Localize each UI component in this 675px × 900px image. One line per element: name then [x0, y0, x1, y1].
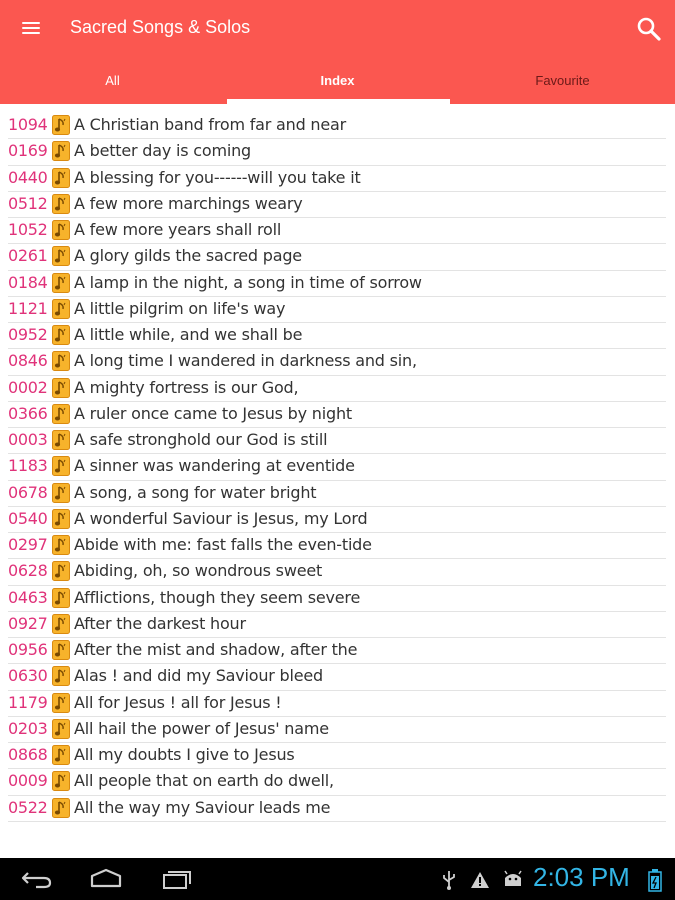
- app-title: Sacred Songs & Solos: [70, 17, 251, 37]
- list-item[interactable]: [8, 244, 666, 270]
- song-title: All hail the power of Jesus' name: [74, 718, 329, 738]
- music-note-icon: [52, 614, 70, 634]
- music-note-icon: [52, 483, 70, 503]
- song-title: A Christian band from far and near: [74, 115, 346, 134]
- list-item[interactable]: [8, 796, 666, 822]
- song-title: A blessing for you------will you take it: [74, 167, 361, 187]
- song-number: 1183: [8, 456, 48, 476]
- list-item[interactable]: [8, 323, 666, 349]
- song-number: 1179: [8, 692, 48, 712]
- song-number: 0956: [8, 640, 48, 659]
- song-number: 0512: [8, 193, 48, 213]
- tab-favourite[interactable]: Favourite: [535, 73, 590, 88]
- list-item[interactable]: [8, 533, 666, 559]
- music-note-icon: [52, 273, 70, 293]
- song-title: A safe stronghold our God is still: [74, 430, 328, 449]
- song-title: A wonderful Saviour is Jesus, my Lord: [74, 508, 368, 528]
- app-bar: [0, 0, 675, 104]
- list-item[interactable]: [8, 612, 666, 638]
- list-item[interactable]: [8, 717, 666, 743]
- song-title: Alas ! and did my Saviour bleed: [74, 666, 324, 686]
- song-number: 0522: [8, 797, 48, 817]
- list-item[interactable]: [8, 664, 666, 690]
- list-item[interactable]: [8, 166, 666, 192]
- android-icon: [501, 870, 525, 890]
- hamburger-menu-icon[interactable]: [22, 18, 44, 40]
- list-item[interactable]: [8, 297, 666, 323]
- list-item[interactable]: [8, 481, 666, 507]
- list-item[interactable]: [8, 402, 666, 428]
- music-note-icon: [52, 115, 70, 135]
- list-item[interactable]: [8, 376, 666, 402]
- list-item[interactable]: [8, 428, 666, 454]
- list-item[interactable]: [8, 454, 666, 480]
- list-item[interactable]: [8, 586, 666, 612]
- home-icon[interactable]: [88, 866, 124, 892]
- song-index-list[interactable]: [8, 113, 666, 822]
- music-note-icon: [52, 666, 70, 686]
- music-note-icon: [52, 404, 70, 424]
- music-note-icon: [52, 378, 70, 398]
- list-item[interactable]: [8, 638, 666, 664]
- song-number: 0184: [8, 272, 48, 292]
- song-title: All people that on earth do dwell,: [74, 771, 334, 791]
- music-note-icon: [52, 798, 70, 818]
- back-icon[interactable]: [20, 866, 54, 892]
- battery-icon: [648, 868, 662, 892]
- list-item[interactable]: [8, 139, 666, 165]
- tab-all[interactable]: All: [105, 73, 120, 88]
- list-item[interactable]: [8, 192, 666, 218]
- song-number: 1094: [8, 115, 48, 134]
- song-number: 0628: [8, 561, 48, 581]
- music-note-icon: [52, 745, 70, 765]
- song-title: After the darkest hour: [74, 613, 246, 633]
- song-title: All my doubts I give to Jesus: [74, 745, 295, 764]
- warning-icon: [470, 870, 490, 890]
- selected-tab-indicator: [227, 99, 450, 104]
- music-note-icon: [52, 719, 70, 739]
- usb-icon: [441, 869, 457, 891]
- song-title: A few more years shall roll: [74, 220, 282, 239]
- song-number: 1121: [8, 298, 48, 318]
- song-title: A better day is coming: [74, 141, 251, 161]
- tab-bar: [0, 60, 675, 104]
- song-number: 0440: [8, 167, 48, 187]
- song-number: 0003: [8, 430, 48, 449]
- music-note-icon: [52, 299, 70, 319]
- music-note-icon: [52, 430, 70, 450]
- song-number: 0002: [8, 377, 48, 397]
- music-note-icon: [52, 771, 70, 791]
- song-title: Abide with me: fast falls the even-tide: [74, 535, 372, 554]
- song-title: A little while, and we shall be: [74, 325, 303, 344]
- music-note-icon: [52, 535, 70, 555]
- song-title: All the way my Saviour leads me: [74, 797, 331, 817]
- song-number: 0540: [8, 508, 48, 528]
- list-item[interactable]: [8, 691, 666, 717]
- list-item[interactable]: [8, 559, 666, 585]
- music-note-icon: [52, 325, 70, 345]
- song-title: A mighty fortress is our God,: [74, 377, 299, 397]
- recent-apps-icon[interactable]: [160, 866, 196, 892]
- song-number: 0868: [8, 745, 48, 764]
- music-note-icon: [52, 640, 70, 660]
- music-note-icon: [52, 693, 70, 713]
- song-number: 0297: [8, 535, 48, 554]
- music-note-icon: [52, 246, 70, 266]
- song-number: 1052: [8, 220, 48, 239]
- list-item[interactable]: [8, 113, 666, 139]
- music-note-icon: [52, 588, 70, 608]
- song-title: A long time I wandered in darkness and sin,: [74, 351, 417, 371]
- song-title: Afflictions, though they seem severe: [74, 587, 361, 607]
- search-icon[interactable]: [636, 16, 662, 42]
- song-title: A glory gilds the sacred page: [74, 246, 302, 266]
- song-number: 0366: [8, 403, 48, 423]
- music-note-icon: [52, 351, 70, 371]
- song-title: A song, a song for water bright: [74, 482, 317, 502]
- song-number: 0846: [8, 351, 48, 371]
- music-note-icon: [52, 168, 70, 188]
- song-title: A little pilgrim on life's way: [74, 298, 286, 318]
- music-note-icon: [52, 194, 70, 214]
- song-title: A ruler once came to Jesus by night: [74, 403, 352, 423]
- list-item[interactable]: [8, 349, 666, 375]
- status-clock: 2:03 PM: [533, 862, 630, 892]
- song-number: 0630: [8, 666, 48, 686]
- song-title: After the mist and shadow, after the: [74, 640, 358, 659]
- system-navigation-bar: [0, 858, 675, 900]
- music-note-icon: [52, 456, 70, 476]
- song-number: 0927: [8, 613, 48, 633]
- tab-index[interactable]: Index: [320, 73, 355, 88]
- song-title: A sinner was wandering at eventide: [74, 456, 355, 476]
- song-number: 0463: [8, 587, 48, 607]
- song-number: 0009: [8, 771, 48, 791]
- song-title: All for Jesus ! all for Jesus !: [74, 692, 282, 712]
- list-item[interactable]: [8, 507, 666, 533]
- song-number: 0952: [8, 325, 48, 344]
- song-title: A lamp in the night, a song in time of sorrow: [74, 272, 422, 292]
- song-number: 0169: [8, 141, 48, 161]
- song-title: A few more marchings weary: [74, 193, 303, 213]
- song-number: 0261: [8, 246, 48, 266]
- song-number: 0203: [8, 718, 48, 738]
- list-item[interactable]: [8, 769, 666, 795]
- music-note-icon: [52, 141, 70, 161]
- music-note-icon: [52, 509, 70, 529]
- list-item[interactable]: [8, 271, 666, 297]
- list-item[interactable]: [8, 218, 666, 244]
- music-note-icon: [52, 561, 70, 581]
- song-title: Abiding, oh, so wondrous sweet: [74, 561, 323, 581]
- list-item[interactable]: [8, 743, 666, 769]
- song-number: 0678: [8, 482, 48, 502]
- music-note-icon: [52, 220, 70, 240]
